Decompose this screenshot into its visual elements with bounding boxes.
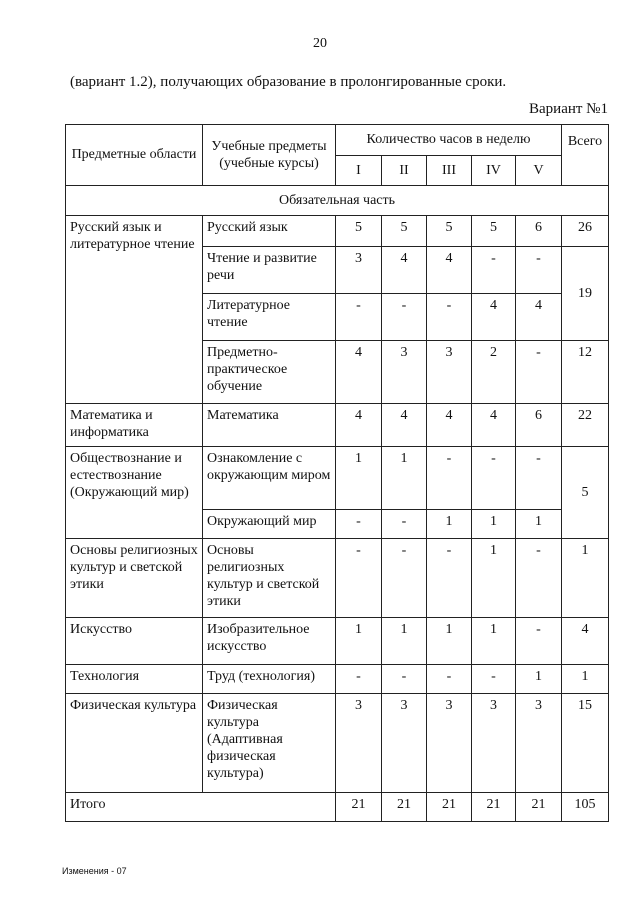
total-cell: 15 xyxy=(562,694,609,793)
hours-cell: 3 xyxy=(472,694,516,793)
hours-cell: - xyxy=(336,510,382,539)
total-cell: 5 xyxy=(562,447,609,539)
page-number: 20 xyxy=(313,36,327,51)
hours-cell: 3 xyxy=(427,341,472,404)
area-cell: Физическая культура xyxy=(66,694,203,793)
hours-cell: - xyxy=(516,341,562,404)
hours-cell: 3 xyxy=(336,247,382,294)
total-cell: 19 xyxy=(562,247,609,341)
total-cell: 1 xyxy=(562,665,609,694)
area-cell: Русский язык и литературное чтение xyxy=(66,216,203,404)
hours-header: Количество часов в неделю xyxy=(336,125,562,156)
hours-cell: 1 xyxy=(472,510,516,539)
hours-cell: 3 xyxy=(382,341,427,404)
hours-cell: 1 xyxy=(382,447,427,510)
totals-hours-cell: 21 xyxy=(382,793,427,822)
totals-row xyxy=(66,793,609,822)
grand-total-cell: 105 xyxy=(562,793,609,822)
hours-cell: - xyxy=(336,539,382,618)
area-cell: Основы религиозных культур и светской этики xyxy=(66,539,203,618)
hours-cell: 1 xyxy=(427,618,472,665)
hours-cell: 4 xyxy=(336,341,382,404)
hours-cell: 5 xyxy=(472,216,516,247)
subject-cell: Ознакомление с окружающим миром xyxy=(203,447,336,510)
table-row xyxy=(66,447,609,510)
table-row xyxy=(66,539,609,618)
hours-cell: - xyxy=(516,247,562,294)
intro-text: (вариант 1.2), получающих образование в пролонгированные сроки. xyxy=(70,74,507,90)
table-row xyxy=(66,618,609,665)
hours-cell: 5 xyxy=(382,216,427,247)
hours-cell: 6 xyxy=(516,216,562,247)
hours-cell: - xyxy=(336,294,382,341)
hours-cell: - xyxy=(427,539,472,618)
hours-cell: 3 xyxy=(516,694,562,793)
hours-cell: 6 xyxy=(516,404,562,447)
table-row xyxy=(66,216,609,247)
hours-cell: - xyxy=(516,447,562,510)
total-cell: 22 xyxy=(562,404,609,447)
subject-cell: Литературное чтение xyxy=(203,294,336,341)
hours-cell: - xyxy=(382,665,427,694)
section-title: Обязательная часть xyxy=(66,186,609,216)
area-cell: Технология xyxy=(66,665,203,694)
hours-cell: - xyxy=(472,447,516,510)
hours-cell: 4 xyxy=(382,404,427,447)
hours-cell: - xyxy=(427,447,472,510)
subject-cell: Математика xyxy=(203,404,336,447)
grade-header: IV xyxy=(472,155,516,186)
hours-cell: 4 xyxy=(427,247,472,294)
curriculum-table xyxy=(65,124,609,822)
hours-cell: 1 xyxy=(336,447,382,510)
hours-cell: 1 xyxy=(472,618,516,665)
hours-cell: 1 xyxy=(516,510,562,539)
table-row xyxy=(66,694,609,793)
hours-cell: 4 xyxy=(427,404,472,447)
totals-hours-cell: 21 xyxy=(472,793,516,822)
area-cell: Искусство xyxy=(66,618,203,665)
hours-cell: 4 xyxy=(382,247,427,294)
table-row xyxy=(66,404,609,447)
totals-hours-cell: 21 xyxy=(516,793,562,822)
subject-cell: Русский язык xyxy=(203,216,336,247)
hours-cell: 4 xyxy=(336,404,382,447)
total-cell: 1 xyxy=(562,539,609,618)
grade-header: II xyxy=(382,155,427,186)
header-row xyxy=(66,125,609,156)
hours-cell: - xyxy=(382,539,427,618)
subject-cell: Изобразительное искусство xyxy=(203,618,336,665)
subjects-header: Учебные предметы (учебные курсы) xyxy=(203,125,336,186)
hours-cell: 1 xyxy=(336,618,382,665)
hours-cell: 3 xyxy=(382,694,427,793)
variant-label: Вариант №1 xyxy=(529,101,608,117)
hours-cell: 3 xyxy=(336,694,382,793)
area-cell: Математика и информатика xyxy=(66,404,203,447)
subject-cell: Основы религиозных культур и светской этики xyxy=(203,539,336,618)
hours-cell: 3 xyxy=(427,694,472,793)
table-row xyxy=(66,665,609,694)
hours-cell: 1 xyxy=(382,618,427,665)
totals-hours-cell: 21 xyxy=(336,793,382,822)
hours-cell: 4 xyxy=(472,294,516,341)
hours-cell: - xyxy=(427,665,472,694)
hours-cell: - xyxy=(427,294,472,341)
subject-cell: Предметно-практическое обучение xyxy=(203,341,336,404)
hours-cell: 4 xyxy=(516,294,562,341)
subject-cell: Чтение и развитие речи xyxy=(203,247,336,294)
hours-cell: 1 xyxy=(516,665,562,694)
subject-cell: Физическая культура (Адаптивная физическая культура) xyxy=(203,694,336,793)
hours-cell: - xyxy=(472,247,516,294)
hours-cell: 5 xyxy=(336,216,382,247)
subject-cell: Труд (технология) xyxy=(203,665,336,694)
section-row xyxy=(66,186,609,216)
total-cell: 26 xyxy=(562,216,609,247)
hours-cell: - xyxy=(382,510,427,539)
areas-header: Предметные области xyxy=(66,125,203,186)
hours-cell: - xyxy=(516,539,562,618)
hours-cell: 1 xyxy=(472,539,516,618)
totals-hours-cell: 21 xyxy=(427,793,472,822)
grade-header: V xyxy=(516,155,562,186)
subject-cell: Окружающий мир xyxy=(203,510,336,539)
grade-header: I xyxy=(336,155,382,186)
totals-label: Итого xyxy=(66,793,336,822)
total-header: Всего xyxy=(562,125,609,186)
hours-cell: - xyxy=(336,665,382,694)
grade-header: III xyxy=(427,155,472,186)
area-cell: Обществознание и естествознание (Окружающий мир) xyxy=(66,447,203,539)
hours-cell: 1 xyxy=(427,510,472,539)
footer-note: Изменения - 07 xyxy=(62,866,127,876)
hours-cell: - xyxy=(472,665,516,694)
total-cell: 12 xyxy=(562,341,609,404)
hours-cell: 4 xyxy=(472,404,516,447)
hours-cell: 5 xyxy=(427,216,472,247)
hours-cell: - xyxy=(516,618,562,665)
total-cell: 4 xyxy=(562,618,609,665)
hours-cell: 2 xyxy=(472,341,516,404)
hours-cell: - xyxy=(382,294,427,341)
